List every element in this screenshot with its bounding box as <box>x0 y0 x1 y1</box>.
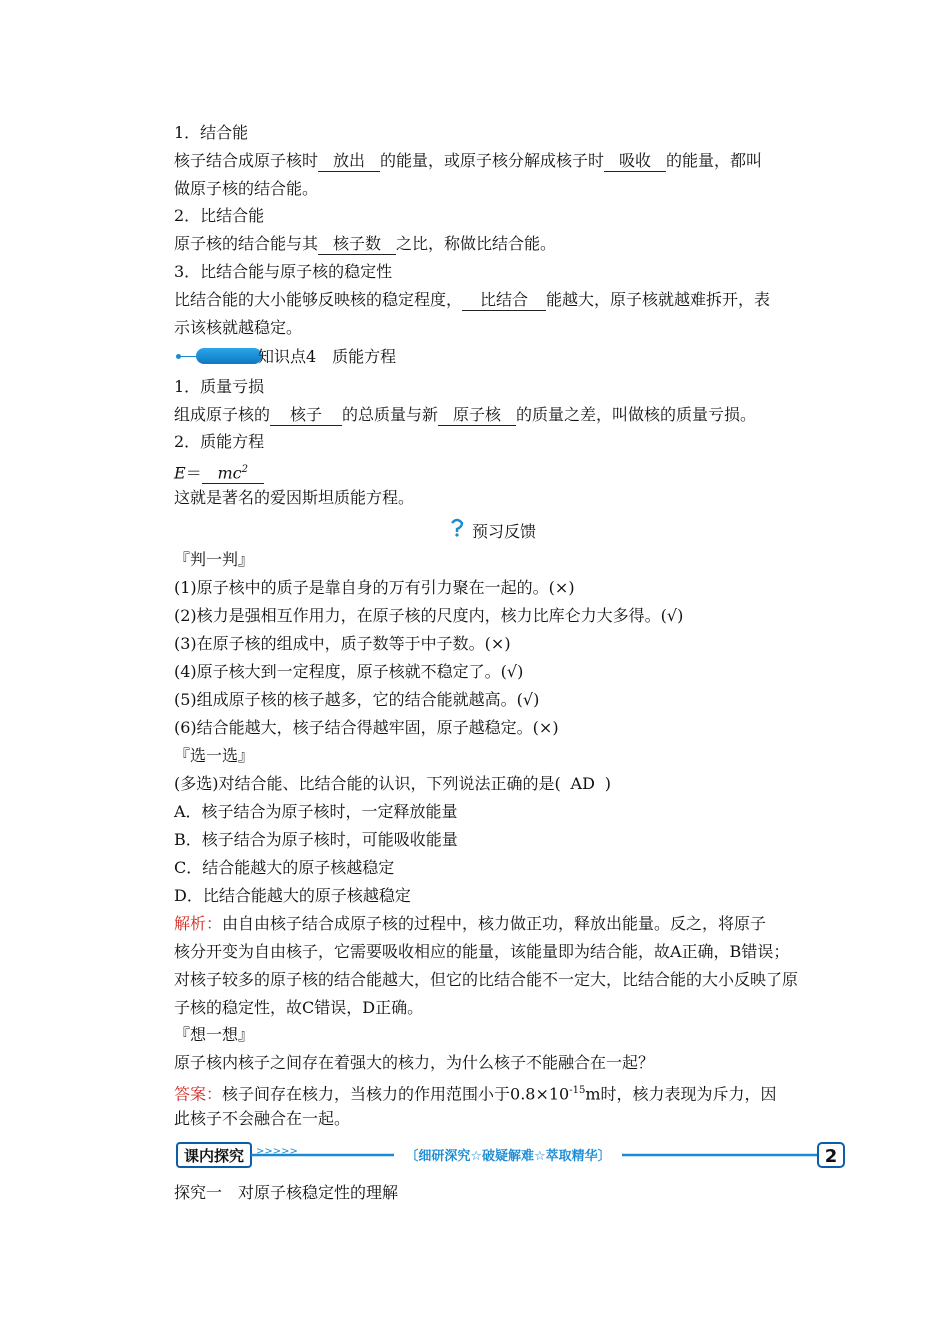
think-label: 『想一想』 <box>174 1025 255 1044</box>
text: 能越大，原子核就越难拆开，表 <box>546 290 771 309</box>
equation <box>174 460 264 484</box>
fill-blank <box>202 460 264 484</box>
think-answer-line: 此核子不会融合在一起。 <box>174 1109 351 1128</box>
paragraph-line: 示该核就越稳定。 <box>174 318 303 337</box>
text: m时，核力表现为斥力，因 <box>585 1084 777 1104</box>
banner-motto: 〔细研深究☆破疑解难☆萃取精华〕 <box>405 1149 611 1164</box>
text: 核子间存在核力，当核力的作用范围小于0.8×10 <box>222 1084 570 1104</box>
fill-blank: 放出 <box>318 151 380 172</box>
choose-option: B．核子结合为原子核时，可能吸收能量 <box>174 830 458 849</box>
text: 组成原子核的 <box>174 405 271 424</box>
analysis-line: 对核子较多的原子核的结合能越大，但它的比结合能不一定大，比结合能的大小反映了原 <box>174 970 799 989</box>
analysis-line: 子核的稳定性，故C错误，D正确。 <box>174 998 424 1017</box>
fill-blank: 核子数 <box>318 234 396 255</box>
heading-binding-energy: 1．结合能 <box>174 123 249 142</box>
feedback-icon <box>449 517 465 537</box>
feedback-title: 预习反馈 <box>472 522 537 541</box>
think-answer <box>174 1081 777 1104</box>
judge-item: (5)组成原子核的核子越多，它的结合能就越高。(√) <box>174 690 540 709</box>
text: (多选)对结合能、比结合能的认识，下列说法正确的是( <box>174 774 561 793</box>
explore-title: 探究一 对原子核稳定性的理解 <box>174 1183 399 1202</box>
choose-question <box>174 774 611 794</box>
text: 的总质量与新 <box>342 405 439 424</box>
text: 的质量之差，叫做核的质量亏损。 <box>516 405 757 424</box>
paragraph-binding-energy <box>174 151 762 172</box>
choose-answer: AD <box>570 774 595 793</box>
analysis-line <box>174 914 766 934</box>
exponent: -15 <box>569 1085 586 1096</box>
judge-item: (4)原子核大到一定程度，原子核就不稳定了。(√) <box>174 662 524 681</box>
equation-lhs: E <box>174 463 186 483</box>
heading-specific-binding-energy: 2．比结合能 <box>174 206 265 225</box>
section-banner <box>176 1140 846 1170</box>
text: 的能量，都叫 <box>666 151 763 170</box>
paragraph-mass-defect <box>174 405 756 426</box>
heading-mass-defect: 1．质量亏损 <box>174 377 265 396</box>
text: ) <box>604 774 611 793</box>
judge-item: (1)原子核中的质子是靠自身的万有引力聚在一起的。(×) <box>174 578 575 597</box>
text: 核子结合成原子核时 <box>174 151 319 170</box>
analysis-line: 核分开变为自由核子，它需要吸收相应的能量，该能量即为结合能，故A正确，B错误； <box>174 942 790 961</box>
paragraph-specific-binding-energy <box>174 234 556 255</box>
banner-tag: 课内探究 <box>184 1147 245 1165</box>
judge-label: 『判一判』 <box>174 550 255 569</box>
fill-blank: 原子核 <box>438 405 516 426</box>
choose-option: C．结合能越大的原子核越稳定 <box>174 858 395 877</box>
knowledge-point-title: 知识点4 质能方程 <box>258 347 397 366</box>
fill-blank: 比结合 <box>462 290 546 311</box>
analysis-label: 解析： <box>174 914 223 933</box>
choose-option: D．比结合能越大的原子核越稳定 <box>174 886 411 905</box>
text: 的能量，或原子核分解成核子时 <box>380 151 605 170</box>
text: 比结合能的大小能够反映核的稳定程度， <box>174 290 463 309</box>
text: 之比，称做比结合能。 <box>396 234 557 253</box>
text: 由自由核子结合成原子核的过程中，核力做正功，释放出能量。反之，将原子 <box>222 914 767 933</box>
equation-exponent: 2 <box>241 464 248 475</box>
heading-stability: 3．比结合能与原子核的稳定性 <box>174 262 393 281</box>
choose-option: A．核子结合为原子核时，一定释放能量 <box>174 802 458 821</box>
equation-mc: mc <box>217 463 242 483</box>
paragraph-line: 这就是著名的爱因斯坦质能方程。 <box>174 488 415 507</box>
paragraph-line: 做原子核的结合能。 <box>174 179 319 198</box>
paragraph-stability <box>174 290 770 311</box>
judge-item: (2)核力是强相互作用力，在原子核的尺度内，核力比库仑力大多得。(√) <box>174 606 684 625</box>
fill-blank: 核子 <box>270 405 342 426</box>
answer-label: 答案： <box>174 1084 223 1104</box>
text: 原子核的结合能与其 <box>174 234 319 253</box>
judge-item: (3)在原子核的组成中，质子数等于中子数。(×) <box>174 634 511 653</box>
judge-item: (6)结合能越大，核子结合得越牢固，原子越稳定。(×) <box>174 718 559 737</box>
fill-blank: 吸收 <box>604 151 666 172</box>
banner-number: 2 <box>824 1146 838 1167</box>
heading-mass-energy: 2．质能方程 <box>174 432 265 451</box>
marker-pill <box>196 348 262 364</box>
banner-arrows: >>>>> <box>256 1146 298 1157</box>
think-question: 原子核内核子之间存在着强大的核力，为什么核子不能融合在一起？ <box>174 1053 655 1072</box>
equation-operator: ＝ <box>185 463 202 483</box>
choose-label: 『选一选』 <box>174 746 255 765</box>
